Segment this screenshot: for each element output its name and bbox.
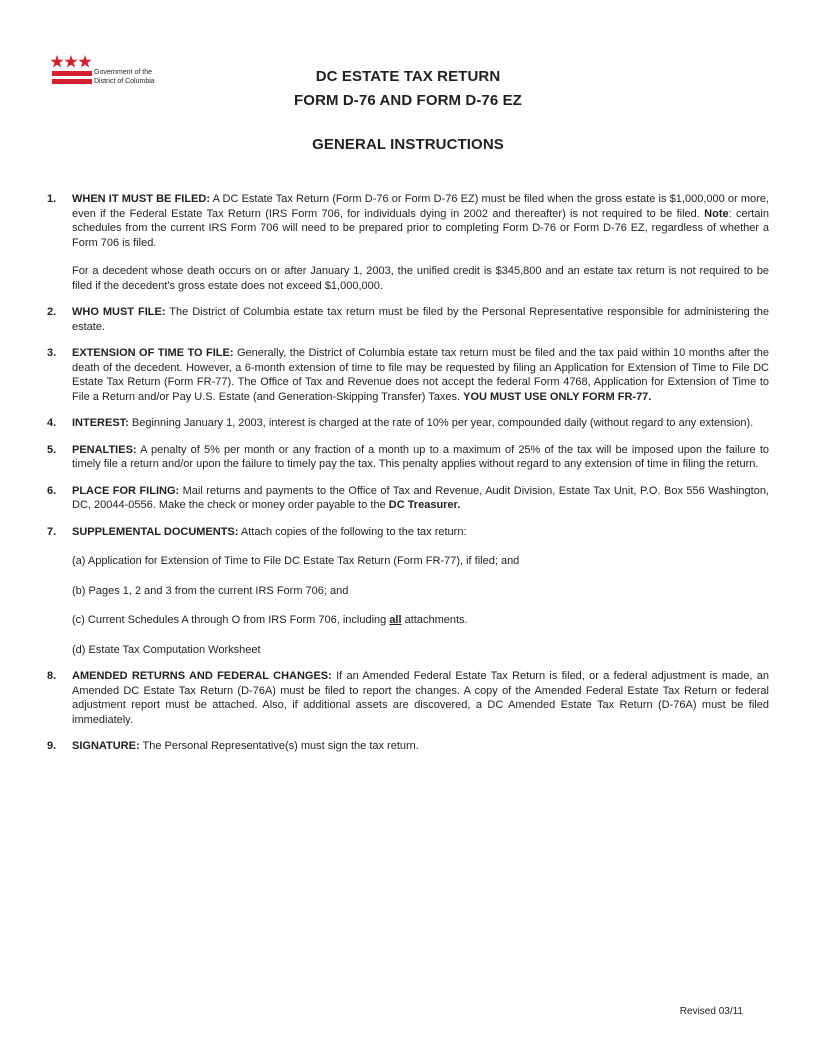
instruction-item-8 (47, 669, 769, 727)
item-heading: SIGNATURE: (72, 740, 140, 752)
instruction-item-7 (47, 525, 769, 658)
item-text: A DC Estate Tax Return (Form D-76 or Form D-76 EZ) must be filed when the gross estate is $1,000,000 or more, even if the Federal Estate Tax Return (IRS Form 706, for individuals dying in 2002 and thereafter) is not required to be filed. (72, 193, 769, 220)
item-text: Attach copies of the following to the tax return: (238, 525, 467, 538)
item-text: Mail returns and payments to the Office of Tax and Revenue, Audit Division, Estate Tax Unit, P.O. Box 556 Washington, DC, 20044-0556. Make the check or money order payable to the (72, 484, 769, 511)
item-text-continued: : certain schedules from the current IRS Form 706 will need to be prepared prior to completing Form D-76 or Form D-76 EZ, regardless of whether a Form 706 is filed. (72, 207, 769, 249)
instruction-item-9 (47, 739, 769, 754)
note-label: Note (704, 207, 729, 220)
item-paragraph: For a decedent whose death occurs on or after January 1, 2003, the unified credit is $345,800 and an estate tax return is not required to be filed if the decedent's gross estate does not exceed $1,000,000. (72, 265, 769, 292)
item-heading: PENALTIES: (72, 443, 137, 456)
item-number: 1. (47, 193, 57, 205)
item-number: 2. (47, 306, 57, 318)
item-text: Generally, the District of Columbia estate tax return must be filed and the tax paid within 10 months after the death of the decedent. However, a 6-month extension of time to file may be requested by filing an Application for Extension of Time to File DC Estate Tax Return (Form FR-77). The Office of Tax and Revenue does not accept the federal Form 4768, Application for Extension of Time to File a Return and/or Pay U.S. Estate (and Generation-Skipping Transfer) Taxes. (72, 347, 770, 403)
instruction-item-4 (47, 416, 769, 431)
item-heading: WHO MUST FILE: (72, 306, 166, 318)
revision-date: Revised 03/11 (679, 1006, 743, 1017)
item-heading: EXTENSION OF TIME TO FILE: (72, 347, 234, 359)
item-text: Beginning January 1, 2003, interest is charged at the rate of 10% per year, compounded daily (without regard to any extension). (128, 417, 754, 429)
item-emphasis: YOU MUST USE ONLY FORM FR-77. (463, 390, 652, 403)
instruction-item-6 (47, 484, 769, 513)
item-number: 5. (47, 443, 57, 456)
item-heading: SUPPLEMENTAL DOCUMENTS: (72, 525, 239, 538)
item-heading: INTEREST: (72, 417, 129, 429)
instructions-list (47, 192, 769, 766)
gov-line-1: Government of the (94, 69, 152, 76)
item-emphasis: DC Treasurer. (388, 499, 461, 511)
gov-line-2: District of Columbia (94, 78, 155, 85)
item-heading: WHEN IT MUST BE FILED: (72, 193, 211, 205)
form-subtitle: FORM D-76 AND FORM D-76 EZ (294, 92, 522, 109)
instruction-item-3 (47, 346, 769, 404)
instruction-item-2 (47, 305, 769, 334)
item-number: 7. (47, 525, 57, 538)
item-heading: AMENDED RETURNS AND FEDERAL CHANGES: (72, 670, 332, 682)
form-title: DC ESTATE TAX RETURN (315, 68, 501, 85)
item-heading: PLACE FOR FILING: (72, 484, 180, 497)
sub-item-a: (a) Application for Extension of Time to File DC Estate Tax Return (Form FR-77), if filed; and (72, 555, 520, 567)
item-number: 6. (47, 484, 57, 497)
item-number: 3. (47, 347, 57, 359)
item-number: 4. (47, 417, 57, 429)
sub-item-c-text: (c) Current Schedules A through O from IRS Form 706, including (72, 614, 390, 626)
sub-item-d: (d) Estate Tax Computation Worksheet (72, 643, 261, 656)
instruction-item-1 (47, 192, 769, 293)
item-text: If an Amended Federal Estate Tax Return is filed, or a federal adjustment is made, an Amended DC Estate Tax Return (D-76A) must be filed to report the changes. A copy of the Amended Federal Estate Tax Return or federal adjustment report must be attached. Also, if additional assets are discovered, a DC Amended Estate Tax Return (D-76A) must be filed immediately. (72, 670, 769, 726)
instruction-item-5 (47, 443, 769, 472)
item-text: The District of Columbia estate tax return must be filed by the Personal Representative responsible for administering the estate. (72, 306, 769, 333)
item-text: A penalty of 5% per month or any fraction of a month up to a maximum of 25% of the tax will be imposed upon the failure to timely file a return and/or upon the failure to timely pay the tax. This penalty applies without regard to any extension of time in filing the return. (72, 443, 769, 470)
sub-item-c-end: attachments. (401, 614, 468, 626)
section-heading: GENERAL INSTRUCTIONS (312, 136, 504, 153)
sub-item-c (72, 613, 769, 628)
item-number: 9. (47, 740, 57, 752)
item-number: 8. (47, 670, 57, 682)
item-text: The Personal Representative(s) must sign the tax return. (139, 740, 419, 752)
sub-item-b: (b) Pages 1, 2 and 3 from the current IRS Form 706; and (72, 584, 349, 597)
sub-item-c-emphasis: all (389, 614, 402, 626)
